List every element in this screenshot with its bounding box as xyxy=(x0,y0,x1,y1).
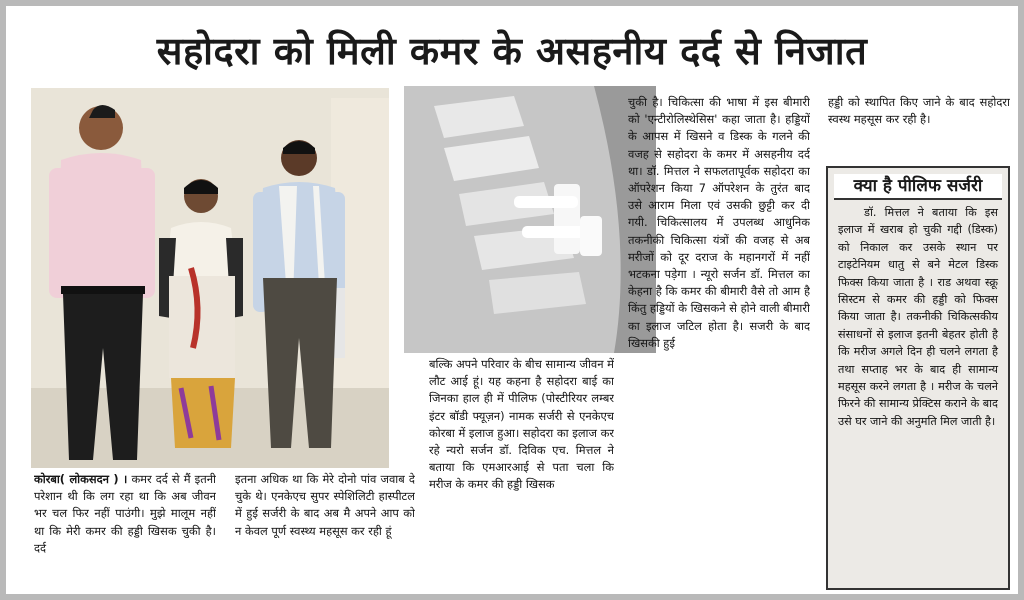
column-3-text: बल्कि अपने परिवार के बीच सामान्य जीवन में लौट आई हूं। यह कहना है सहोदरा बाई का जिनका हाल ही में पीलिफ (पोस्टीरियर लम्बर इंटर बॉडी फ्यूज़न) नामक सर्जरी से एनकेएच कोरबा में इलाज हुआ। सहोदरा का इलाज कर रहे न्यरो सर्जन डॉ. दिविक एच. मित्तल ने बताया कि एमआरआई से पता चला कि मरीज के कमर की हड्डी खिसक xyxy=(429,357,614,492)
article-column-2 xyxy=(235,471,415,591)
photo-patient-with-doctor xyxy=(31,88,389,468)
column-5-text: हड्डी को स्थापित किए जाने के बाद सहोदरा स्वस्थ महसूस कर रही है। xyxy=(828,95,1010,127)
dateline: कोरबा( लोकसदन ) । xyxy=(34,472,128,486)
column-1-text: कमर दर्द से मैं इतनी परेशान थी कि लग रहा था कि अब जीवन भर चल फिर नहीं पाउंगी। मुझे मालूम नहीं था कि मेरी कमर की हड्डी खिसक चुकी है। दर्द xyxy=(34,472,216,555)
article-column-1 xyxy=(34,471,216,591)
sidebar-text: डॉ. मित्तल ने बताया कि इस इलाज में खराब हो चुकी गद्दी (डिस्क) को निकाल कर उसके स्थान पर टाइटेनियम धातु से बने मेटल डिस्क फिक्स किया जाता है । राड अथवा स्क्रू सिस्टम से कमर की हड्डी को फिक्स किया जाता है। तकनीकी चिकित्सकीय संसाधनों से इलाज इतनी बेहतर होती है कि मरीज अगले दिन ही चलने लगता है तथा सप्ताह भर के बाद ही सामान्य महसूस करने लगता है । मरीज के चलने फिरने की सामान्य प्रेक्टिस कराने के बाद उसे घर जाने की अनुमति मिल जाती है। xyxy=(838,206,998,428)
sidebar-box xyxy=(826,166,1010,590)
article-column-3 xyxy=(429,356,614,592)
column-2-text: इतना अधिक था कि मेरे दोनो पांव जवाब दे चुके थे। एनकेएच सुपर स्पेशिलिटी हास्पीटल में हुई सर्जरी के बाद अब मै अपने आप को न केवल पूर्ण स्वस्थ्य महसूस कर रही हूं xyxy=(235,472,415,538)
sidebar-heading: क्या है पीलिफ सर्जरी xyxy=(834,174,1002,200)
headline: सहोदरा को मिली कमर के असहनीय दर्द से निजात xyxy=(156,29,868,73)
column-4-text: चुकी है। चिकित्सा की भाषा में इस बीमारी को 'एन्टीरोलिस्थेसिस' कहा जाता है। हड्डियों के आपस में खिसने व डिस्क के गलने की वजह से सहोदरा के कमर में असहनीय दर्द था। डॉ. मित्तल ने सफलतापूर्वक सहोदरा का ऑपरेशन किया 7 ऑपरेशन के तुरंत बाद उसे आराम मिला एवं उसकी छुट्टी कर दी गयी. चिकित्सालय में उपलब्ध आधुनिक तकनीकी चिकित्सा यंत्रों की वजह से अब मरीजों को दूर दराज के महानगरों में नहीं भटकना पड़ेगा । न्यूरो सर्जन डॉ. मित्तल का केहना है कि कमर की बीमारी वैसे तो आम है किंतु हड्डियों के खिसकने से होने वाली बीमारी का इलाज जटिल होता है। सजरी के बाद खिसकी हुई xyxy=(628,95,810,350)
article-column-4 xyxy=(628,94,810,592)
xray-image xyxy=(404,86,656,353)
article-column-5 xyxy=(828,94,1010,160)
